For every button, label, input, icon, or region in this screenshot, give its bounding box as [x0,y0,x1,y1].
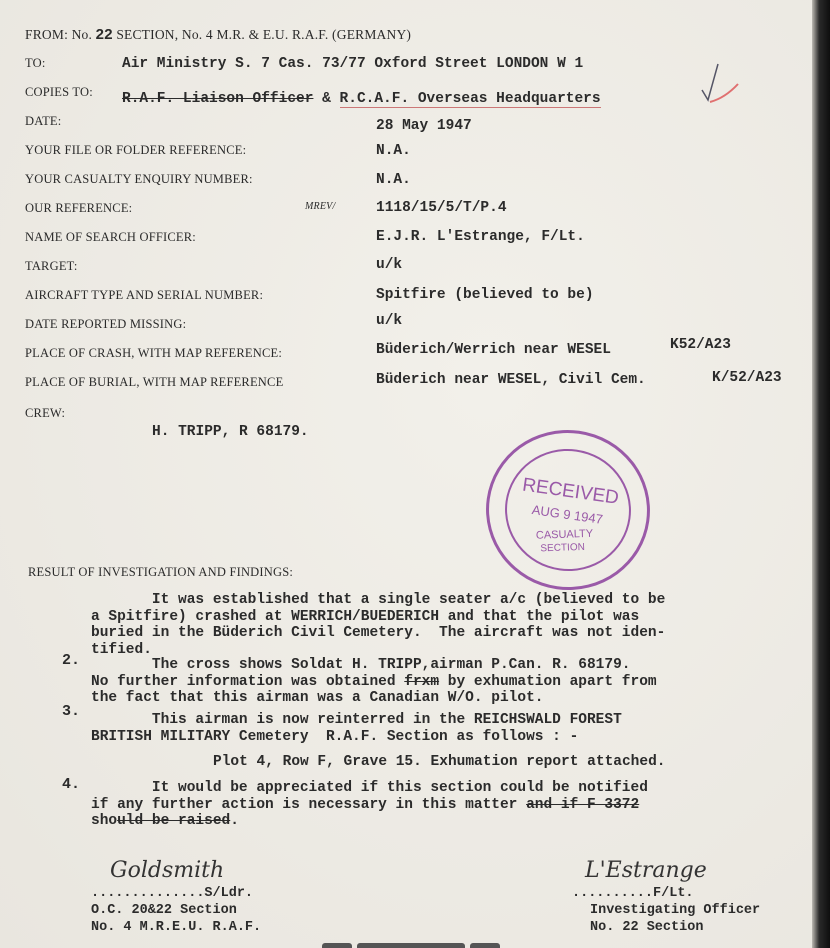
crash-map-ref: K52/A23 [670,337,731,353]
bottom-tab[interactable] [357,943,465,948]
findings-paragraph-2 [91,657,657,707]
enquiry-value: N.A. [376,172,411,188]
from-line [25,26,411,43]
target-value: u/k [376,257,403,273]
target-label: TARGET: [25,259,78,273]
grave-location: Plot 4, Row F, Grave 15. Exhumation report attached. [213,754,666,770]
crew-value: H. TRIPP, R 68179. [152,424,309,440]
our-ref-value: 1118/15/5/T/P.4 [376,200,507,216]
findings-label: RESULT OF INVESTIGATION AND FINDINGS: [28,565,294,579]
missing-value: u/k [376,313,403,329]
our-ref-label: OUR REFERENCE: [25,201,133,215]
from-label: FROM: No. [25,27,93,42]
received-stamp [476,419,661,600]
left-sign-line: ..............S/Ldr. [91,886,254,901]
check-mark-icon [700,60,740,105]
right-title-2: No. 22 Section [590,920,704,935]
bottom-tab[interactable] [322,943,352,948]
crash-label: PLACE OF CRASH, WITH MAP REFERENCE: [25,346,283,360]
findings-paragraph-2-text: The cross shows Soldat H. TRIPP,airman P.Can. R. 68179. No further information was obtained [91,657,631,690]
burial-map-ref: K/52/A23 [712,370,782,386]
burial-label: PLACE OF BURIAL, WITH MAP REFERENCE [25,375,284,389]
crew-label: CREW: [25,406,66,420]
page-edge [812,0,830,948]
aircraft-label: AIRCRAFT TYPE AND SERIAL NUMBER: [25,288,264,302]
stamp-date: AUG 9 1947 [530,502,604,527]
to-value: Air Ministry S. 7 Cas. 73/77 Oxford Street LONDON W 1 [122,56,584,72]
final-line-struck: uld be raised [117,813,231,829]
stamp-received: RECEIVED [521,474,621,509]
final-line-end: . [230,813,239,829]
left-signature: Goldsmith [110,858,225,883]
copies-amp: & [322,91,331,107]
file-ref-value: N.A. [376,143,411,159]
search-officer-value: E.J.R. L'Estrange, F/Lt. [376,229,585,245]
search-officer-label: NAME OF SEARCH OFFICER: [25,230,196,244]
right-sign-line: ..........F/Lt. [572,886,694,901]
aircraft-value: Spitfire (believed to be) [376,287,594,303]
to-label: TO: [25,56,46,70]
findings-paragraph-4-text: It would be appreciated if this section could be notified if any further action is necessary in this matter [91,780,648,813]
left-title-1: O.C. 20&22 Section [91,903,237,918]
date-label: DATE: [25,114,62,128]
from-number: 22 [95,26,113,43]
bottom-tab[interactable] [470,943,500,948]
final-line [91,813,239,829]
paragraph-number-4: 4. [62,776,81,793]
final-line-start: sho [91,813,118,829]
from-rest: SECTION, No. 4 M.R. & E.U. R.A.F. (GERMANY) [116,27,412,42]
burial-value: Büderich near WESEL, Civil Cem. [376,372,646,388]
date-value: 28 May 1947 [376,118,472,134]
paragraph-number-3: 3. [62,703,81,720]
right-title-1: Investigating Officer [590,903,761,918]
struck-clause: and if F 3372 [526,796,640,813]
findings-paragraph-2-rest: by exhumation apart from the fact that this airman was a Canadian W/O. pilot. [91,673,657,706]
stamp-casualty: CASUALTY [535,527,594,542]
struck-word: frxm [404,673,440,690]
findings-paragraph-1: It was established that a single seater a/c (believed to be a Spitfire) crashed at WERRICH/BUEDERICH and that the pilot was buried in the Büderich Civil Cemetery. The aircraft was not iden- tified. [91,592,666,658]
right-signature: L'Estrange [585,858,707,883]
findings-paragraph-4 [91,780,648,813]
copies-rcaf: R.C.A.F. Overseas Headquarters [339,91,601,107]
paragraph-number-2: 2. [62,652,81,669]
enquiry-label: YOUR CASUALTY ENQUIRY NUMBER: [25,172,253,186]
copies-label: COPIES TO: [25,85,93,99]
copies-struck: R.A.F. Liaison Officer [122,91,314,107]
left-title-2: No. 4 M.R.E.U. R.A.F. [91,920,262,935]
file-ref-label: YOUR FILE OR FOLDER REFERENCE: [25,143,247,157]
our-ref-annotation: MREV/ [305,201,336,212]
crash-value: Büderich/Werrich near WESEL [376,342,611,358]
missing-label: DATE REPORTED MISSING: [25,317,187,331]
stamp-section: SECTION [540,541,586,555]
copies-value [122,91,601,107]
findings-paragraph-3: This airman is now reinterred in the REICHSWALD FOREST BRITISH MILITARY Cemetery R.A.F. Section as follows : - [91,712,622,745]
